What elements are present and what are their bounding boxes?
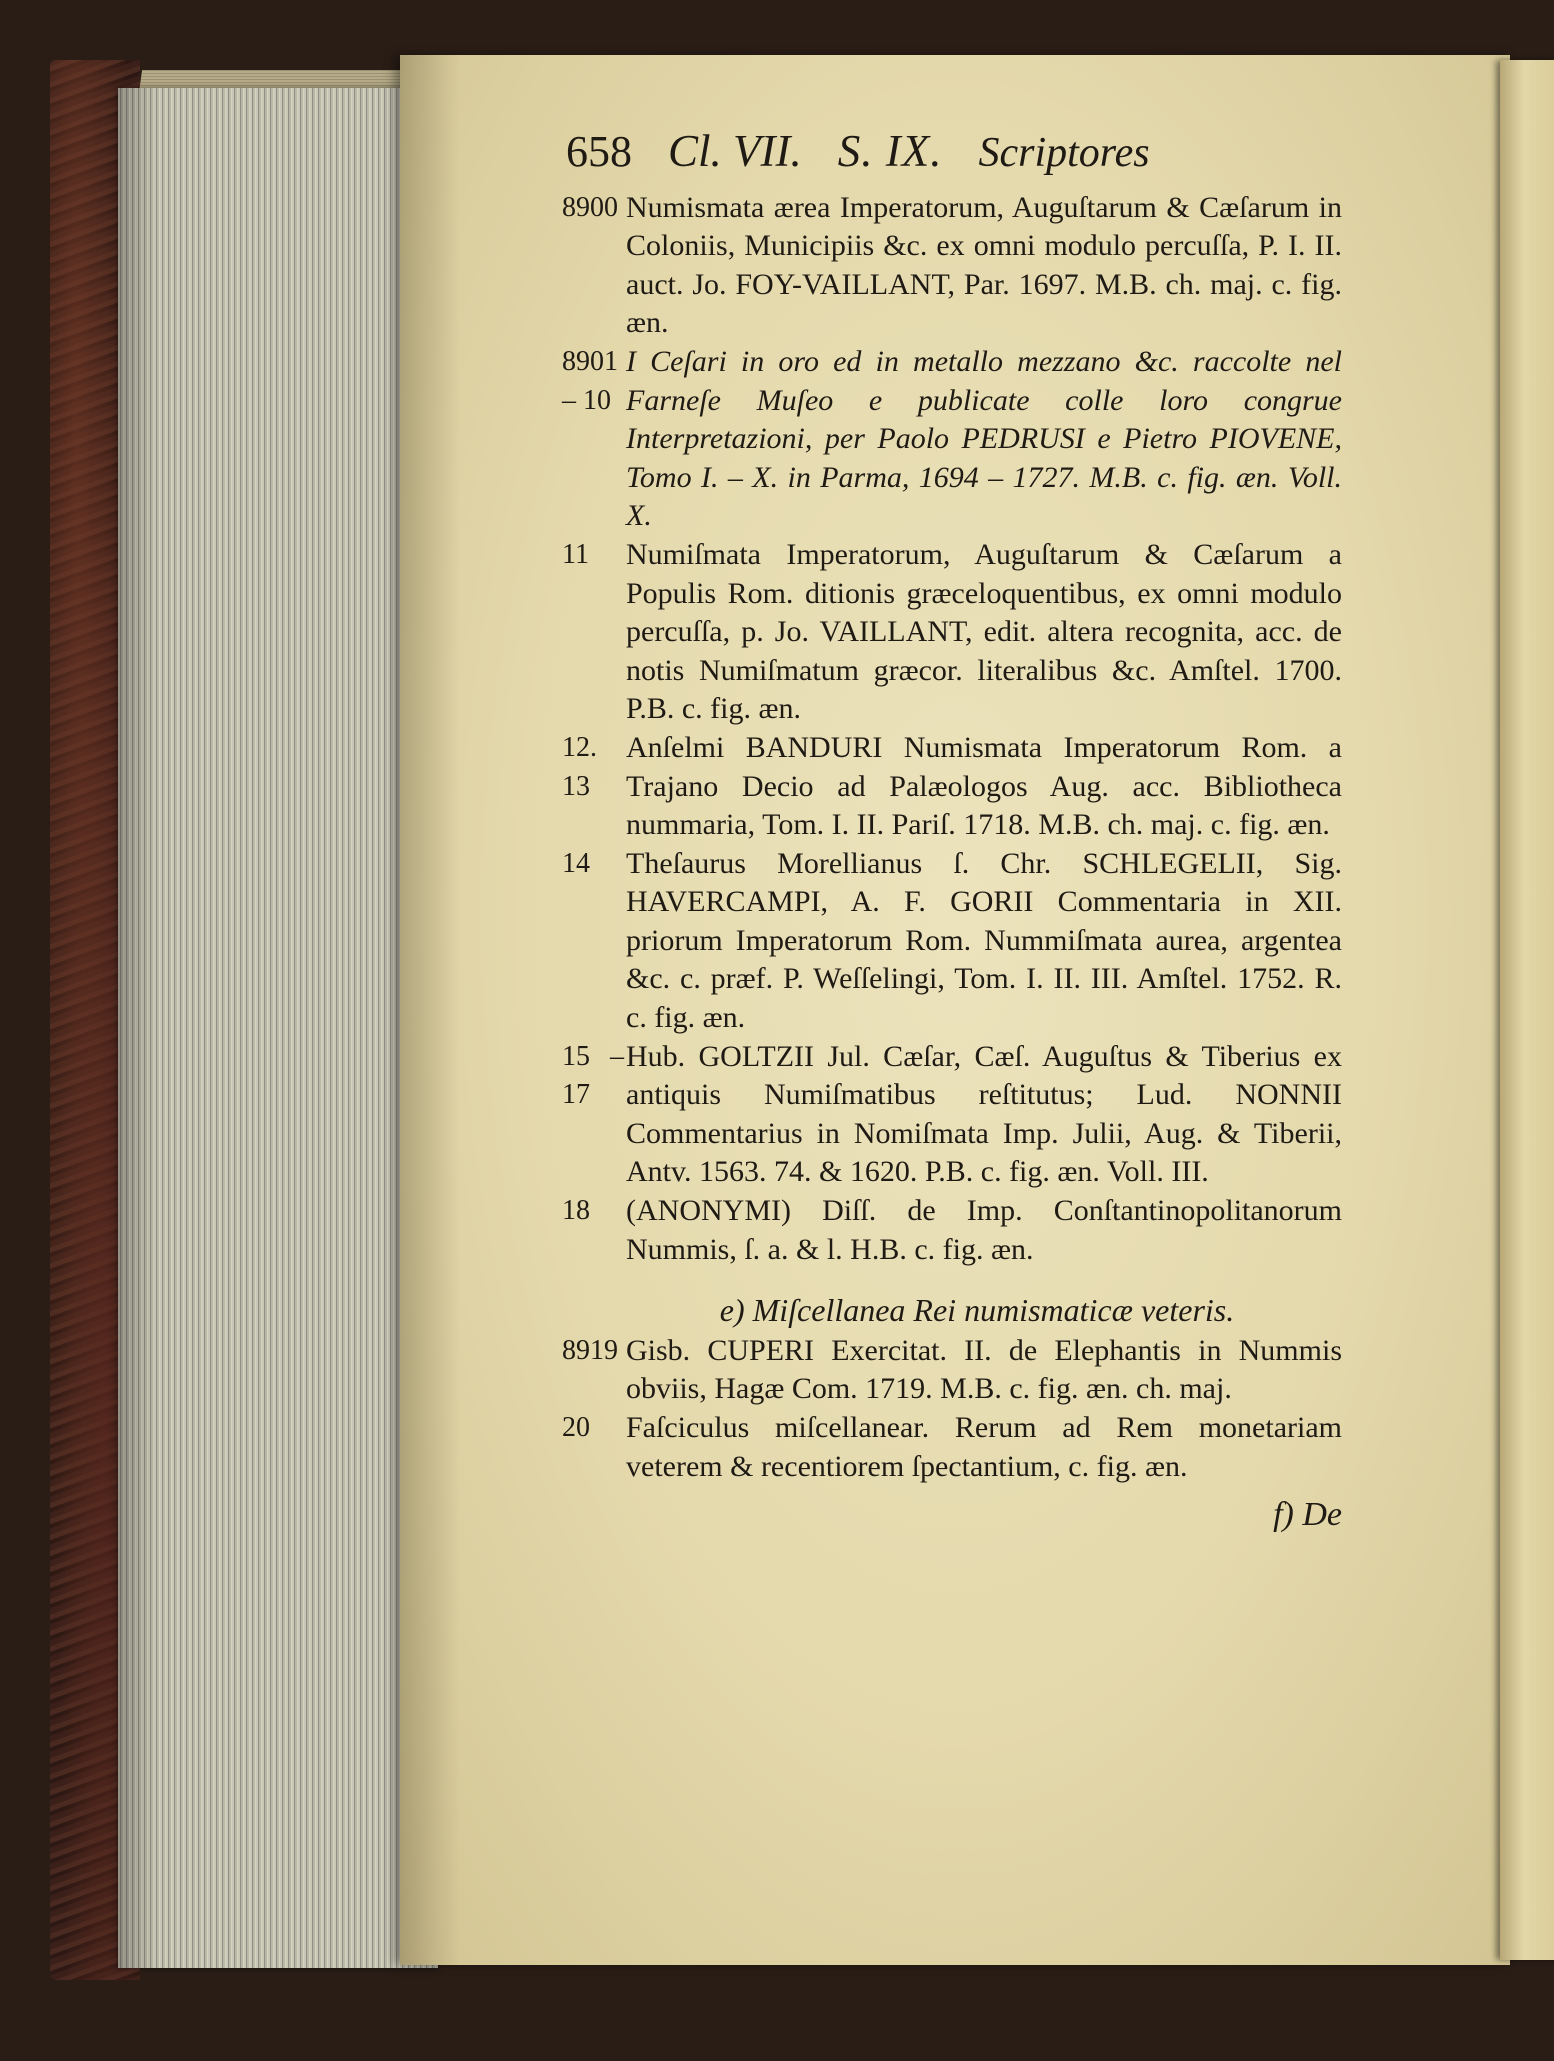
entry-number: 8900 [562, 191, 618, 223]
page-number: 658 [566, 127, 632, 176]
facing-page [1500, 60, 1554, 1960]
entry-list [562, 189, 1342, 1270]
catalog-entry [562, 1038, 1342, 1192]
catalog-entry [562, 845, 1342, 1038]
entry-text: Theſaurus Morellianus ſ. Chr. SCHLEGELII, Sig. HAVERCAMPI, A. F. GORII Commentaria in XII. priorum Imperatorum Rom. Nummiſmata aurea, argentea &c. c. præf. P. Weſſelingi, Tom. I. II. III. Amſtel. 1752. R. c. fig. æn. [626, 846, 1342, 1035]
catalog-entry [562, 1192, 1342, 1269]
entry-list-miscellanea [562, 1332, 1342, 1486]
entry-text: Numismata ærea Imperatorum, Auguſtarum & Cæſarum in Coloniis, Municipiis &c. ex omni modulo percuſſa, P. I. II. auct. Jo. FOY-VAILLANT, Par. 1697. M.B. ch. maj. c. fig. æn. [626, 190, 1342, 340]
entry-text: Numiſmata Imperatorum, Auguſtarum & Cæſarum a Populis Rom. ditionis græceloquentibus, ex omni modulo percuſſa, p. Jo. VAILLANT, edit. altera recognita, acc. de notis Numiſmatum græcor. literalibus &c. Amſtel. 1700. P.B. c. fig. æn. [626, 537, 1342, 726]
class-label: Cl. VII. [668, 126, 802, 176]
entry-number: 11 [562, 538, 589, 570]
header-title: Scriptores [978, 130, 1150, 176]
entry-text: Faſciculus miſcellanear. Rerum ad Rem monetariam veterem & recentiorem ſpectantium, c. fig. æn. [626, 1411, 1342, 1483]
catalog-entry [562, 536, 1342, 729]
section-subheading: e) Miſcellanea Rei numismaticæ veteris. [719, 1292, 1235, 1329]
page-edges [118, 88, 438, 1968]
catalog-entry [562, 1409, 1342, 1486]
catalog-entry [562, 729, 1342, 845]
entry-number: 15 – 17 [562, 1040, 624, 1111]
catalog-entry [562, 1332, 1342, 1409]
entry-number: 8919 [562, 1334, 618, 1366]
entry-number: 18 [562, 1195, 590, 1227]
section-label: S. IX. [837, 126, 943, 176]
entry-number: 14 [562, 847, 590, 879]
entry-text: Hub. GOLTZII Jul. Cæſar, Cæſ. Auguſtus & Tiberius ex antiquis Numiſmatibus reſtitutus; Lud. NONNII Commentarius in Nomiſmata Imp. Julii, Aug. & Tiberii, Antv. 1563. 74. & 1620. P.B. c. fig. æn. Voll. III. [626, 1039, 1342, 1189]
catalog-entry [562, 189, 1342, 343]
entry-number: 20 [562, 1412, 590, 1443]
running-header [566, 126, 1342, 176]
catchword [572, 1496, 1342, 1535]
catalog-entry [562, 343, 1342, 536]
entry-text: I Ceſari in oro ed in metallo mezzano &c. raccolte nel Farneſe Muſeo e publicate colle loro congrue Interpretazioni, per Paolo PEDRUSI e Pietro PIOVENE, Tomo I. – X. in Parma, 1694 – 1727. M.B. c. fig. æn. Voll. X. [626, 344, 1342, 533]
entry-number: 8901 – 10 [562, 345, 618, 416]
entry-text: Gisb. CUPERI Exercitat. II. de Elephantis in Nummis obviis, Hagæ Com. 1719. M.B. c. fig. æn. ch. maj. [626, 1333, 1342, 1406]
entry-number: 12. 13 [562, 731, 597, 802]
page-text [562, 126, 1342, 1535]
entry-text: Anſelmi BANDURI Numismata Imperatorum Rom. a Trajano Decio ad Palæologos Aug. acc. Bibliotheca nummaria, Tom. I. II. Pariſ. 1718. M.B. ch. maj. c. fig. æn. [626, 730, 1342, 842]
entry-text: (ANONYMI) Diſſ. de Imp. Conſtantinopolitanorum Nummis, ſ. a. & l. H.B. c. fig. æn. [626, 1194, 1342, 1266]
catchword-text: f) De [1273, 1496, 1342, 1534]
